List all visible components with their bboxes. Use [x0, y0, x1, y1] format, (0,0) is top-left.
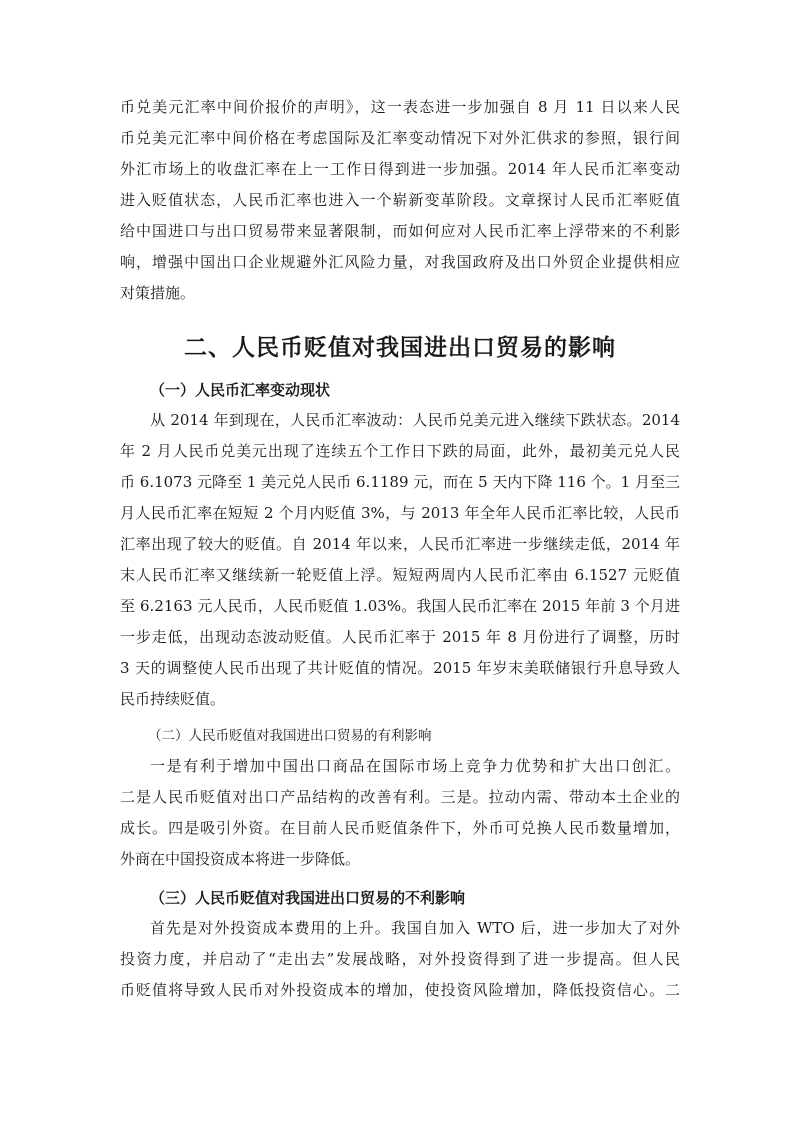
subsection-heading-2: （二）人民币贬值对我国进出口贸易的有利影响 [148, 728, 432, 744]
text-line: 币兑美元汇率中间价报价的声明》，这一表态进一步加强自 8 月 11 日以来人民 [120, 98, 680, 116]
text-line: 给中国进口与出口贸易带来显著限制，而如何应对人民币汇率上浮带来的不利影 [120, 222, 680, 240]
text-line: 3 天的调整使人民币出现了共计贬值的情况。2015 年岁末美联储银行升息导致人 [120, 659, 680, 677]
subsection-3-paragraph [120, 913, 680, 1006]
text-line: 进入贬值状态，人民币汇率也进入一个崭新变革阶段。文章探讨人民币汇率贬值 [120, 191, 680, 209]
document-page [120, 92, 680, 1006]
text-line: 年 2 月人民币兑美元出现了连续五个工作日下跌的局面，此外，最初美元兑人民 [120, 442, 680, 460]
text-line: 币贬值将导致人民币对外投资成本的增加，使投资风险增加，降低投资信心。二 [120, 981, 680, 999]
text-line: 外商在中国投资成本将进一步降低。 [120, 850, 361, 868]
subsection-2-paragraph [120, 751, 680, 875]
text-line: 投资力度，并启动了“走出去”发展战略，对外投资得到了进一步提高。但人民 [120, 950, 680, 968]
text-line: 至 6.2163 元人民币，人民币贬值 1.03%。我国人民币汇率在 2015 年前 3 个月进 [120, 597, 680, 615]
text-line: 成长。四是吸引外资。在目前人民币贬值条件下，外币可兑换人民币数量增加， [120, 819, 680, 837]
text-line: 民币持续贬值。 [120, 690, 226, 708]
subsection-heading-1: （一）人民币汇率变动现状 [150, 381, 331, 399]
text-line: 一步走低，出现动态波动贬值。人民币汇率于 2015 年 8 月份进行了调整，历时 [120, 628, 680, 646]
text-line: 外汇市场上的收盘汇率在上一工作日得到进一步加强。2014 年人民币汇率变动 [120, 160, 680, 178]
section-title: 二、人民币贬值对我国进出口贸易的影响 [184, 335, 616, 361]
intro-paragraph [120, 92, 680, 309]
subsection-1-paragraph [120, 405, 680, 715]
text-line: 对策措施。 [120, 284, 196, 302]
text-line: 末人民币汇率又继续新一轮贬值上浮。短短两周内人民币汇率由 6.1527 元贬值 [120, 566, 680, 584]
subsection-heading-3: （三）人民币贬值对我国进出口贸易的不利影响 [150, 889, 466, 907]
text-line: 月人民币汇率在短短 2 个月内贬值 3%，与 2013 年全年人民币汇率比较，人民币 [120, 504, 680, 522]
text-line: 响，增强中国出口企业规避外汇风险力量，对我国政府及出口外贸企业提供相应 [120, 253, 680, 271]
text-line: 汇率出现了较大的贬值。自 2014 年以来，人民币汇率进一步继续走低，2014 年 [120, 535, 680, 553]
text-line: 从 2014 年到现在，人民币汇率波动：人民币兑美元进入继续下跌状态。2014 [150, 411, 680, 429]
text-line: 币 6.1073 元降至 1 美元兑人民币 6.1189 元，而在 5 天内下降 116 个。1 月至三 [120, 473, 680, 491]
text-line: 二是人民币贬值对出口产品结构的改善有利。三是。拉动内需、带动本土企业的 [120, 788, 680, 806]
text-line: 一是有利于增加中国出口商品在国际市场上竞争力优势和扩大出口创汇。 [150, 757, 680, 775]
text-line: 首先是对外投资成本费用的上升。我国自加入 WTO 后，进一步加大了对外 [150, 919, 680, 937]
text-line: 币兑美元汇率中间价格在考虑国际及汇率变动情况下对外汇供求的参照，银行间 [120, 129, 680, 147]
